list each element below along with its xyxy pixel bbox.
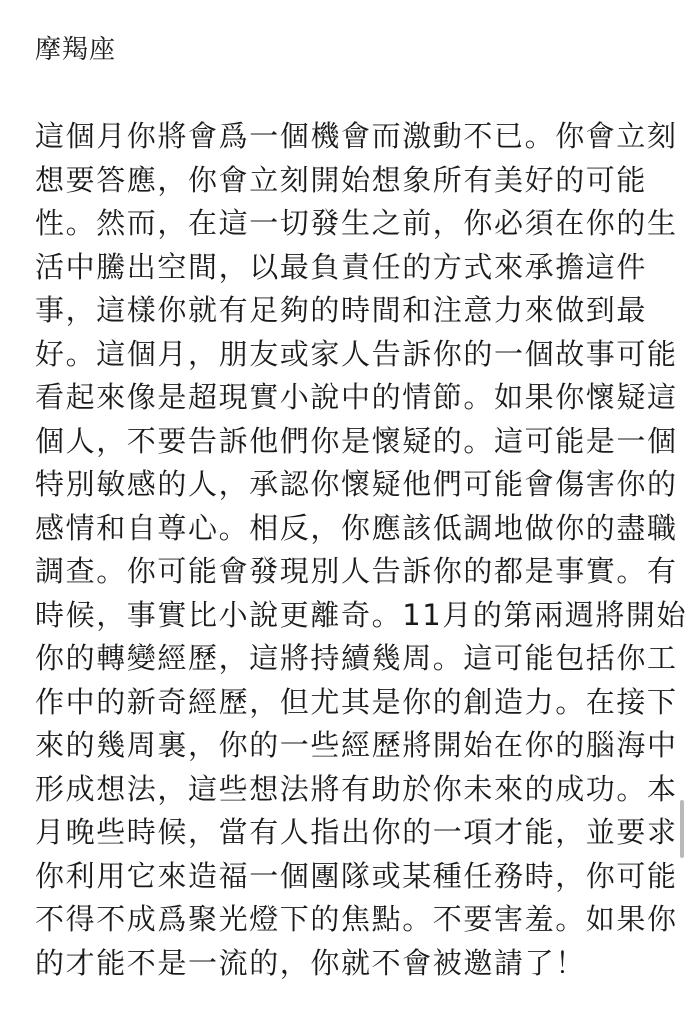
- text-line: 你的轉變經歷，這將持續幾周。這可能包括你工: [35, 641, 678, 675]
- text-line: 的才能不是一流的，你就不會被邀請了！: [35, 945, 586, 980]
- text-line: 作中的新奇經歷，但尤其是你的創造力。在接下: [35, 684, 678, 719]
- text-line: 時候，事實比小說更離奇。11月的第兩週將開始: [35, 597, 688, 632]
- text-line: 來的幾周裏，你的一些經歷將開始在你的腦海中: [35, 728, 678, 762]
- text-line: 調查。你可能會發現別人告訴你的都是事實。有: [35, 554, 678, 588]
- text-line: 形成想法，這些想法將有助於你未來的成功。本: [35, 771, 678, 806]
- text-line: 月晚些時候，當有人指出你的一項才能，並要求: [35, 815, 678, 849]
- text-line: 你利用它來造福一個團隊或某種任務時，你可能: [35, 858, 678, 893]
- text-line: 性。然而，在這一切發生之前，你必須在你的生: [35, 206, 678, 240]
- text-line: 好。這個月，朋友或家人告訴你的一個故事可能: [35, 336, 678, 371]
- text-line: 不得不成爲聚光燈下的焦點。不要害羞。如果你: [35, 902, 678, 936]
- text-line: 感情和自尊心。相反，你應該低調地做你的盡職: [35, 510, 678, 545]
- text-line: 個人，不要告訴他們你是懷疑的。這可能是一個: [35, 423, 678, 458]
- text-line: 想要答應，你會立刻開始想象所有美好的可能: [35, 162, 648, 197]
- text-line: 事，這樣你就有足夠的時間和注意力來做到最: [35, 293, 648, 327]
- text-line: 看起來像是超現實小說中的情節。如果你懷疑這: [35, 380, 678, 414]
- text-line: 活中騰出空間，以最負責任的方式來承擔這件: [35, 249, 648, 284]
- page-title: 摩羯座: [35, 35, 117, 65]
- horoscope-text: [35, 115, 688, 985]
- text-line: 特別敏感的人，承認你懷疑他們可能會傷害你的: [35, 467, 678, 501]
- text-line: 這個月你將會爲一個機會而激動不已。你會立刻: [35, 119, 678, 153]
- vertical-scrollbar[interactable]: [680, 800, 684, 858]
